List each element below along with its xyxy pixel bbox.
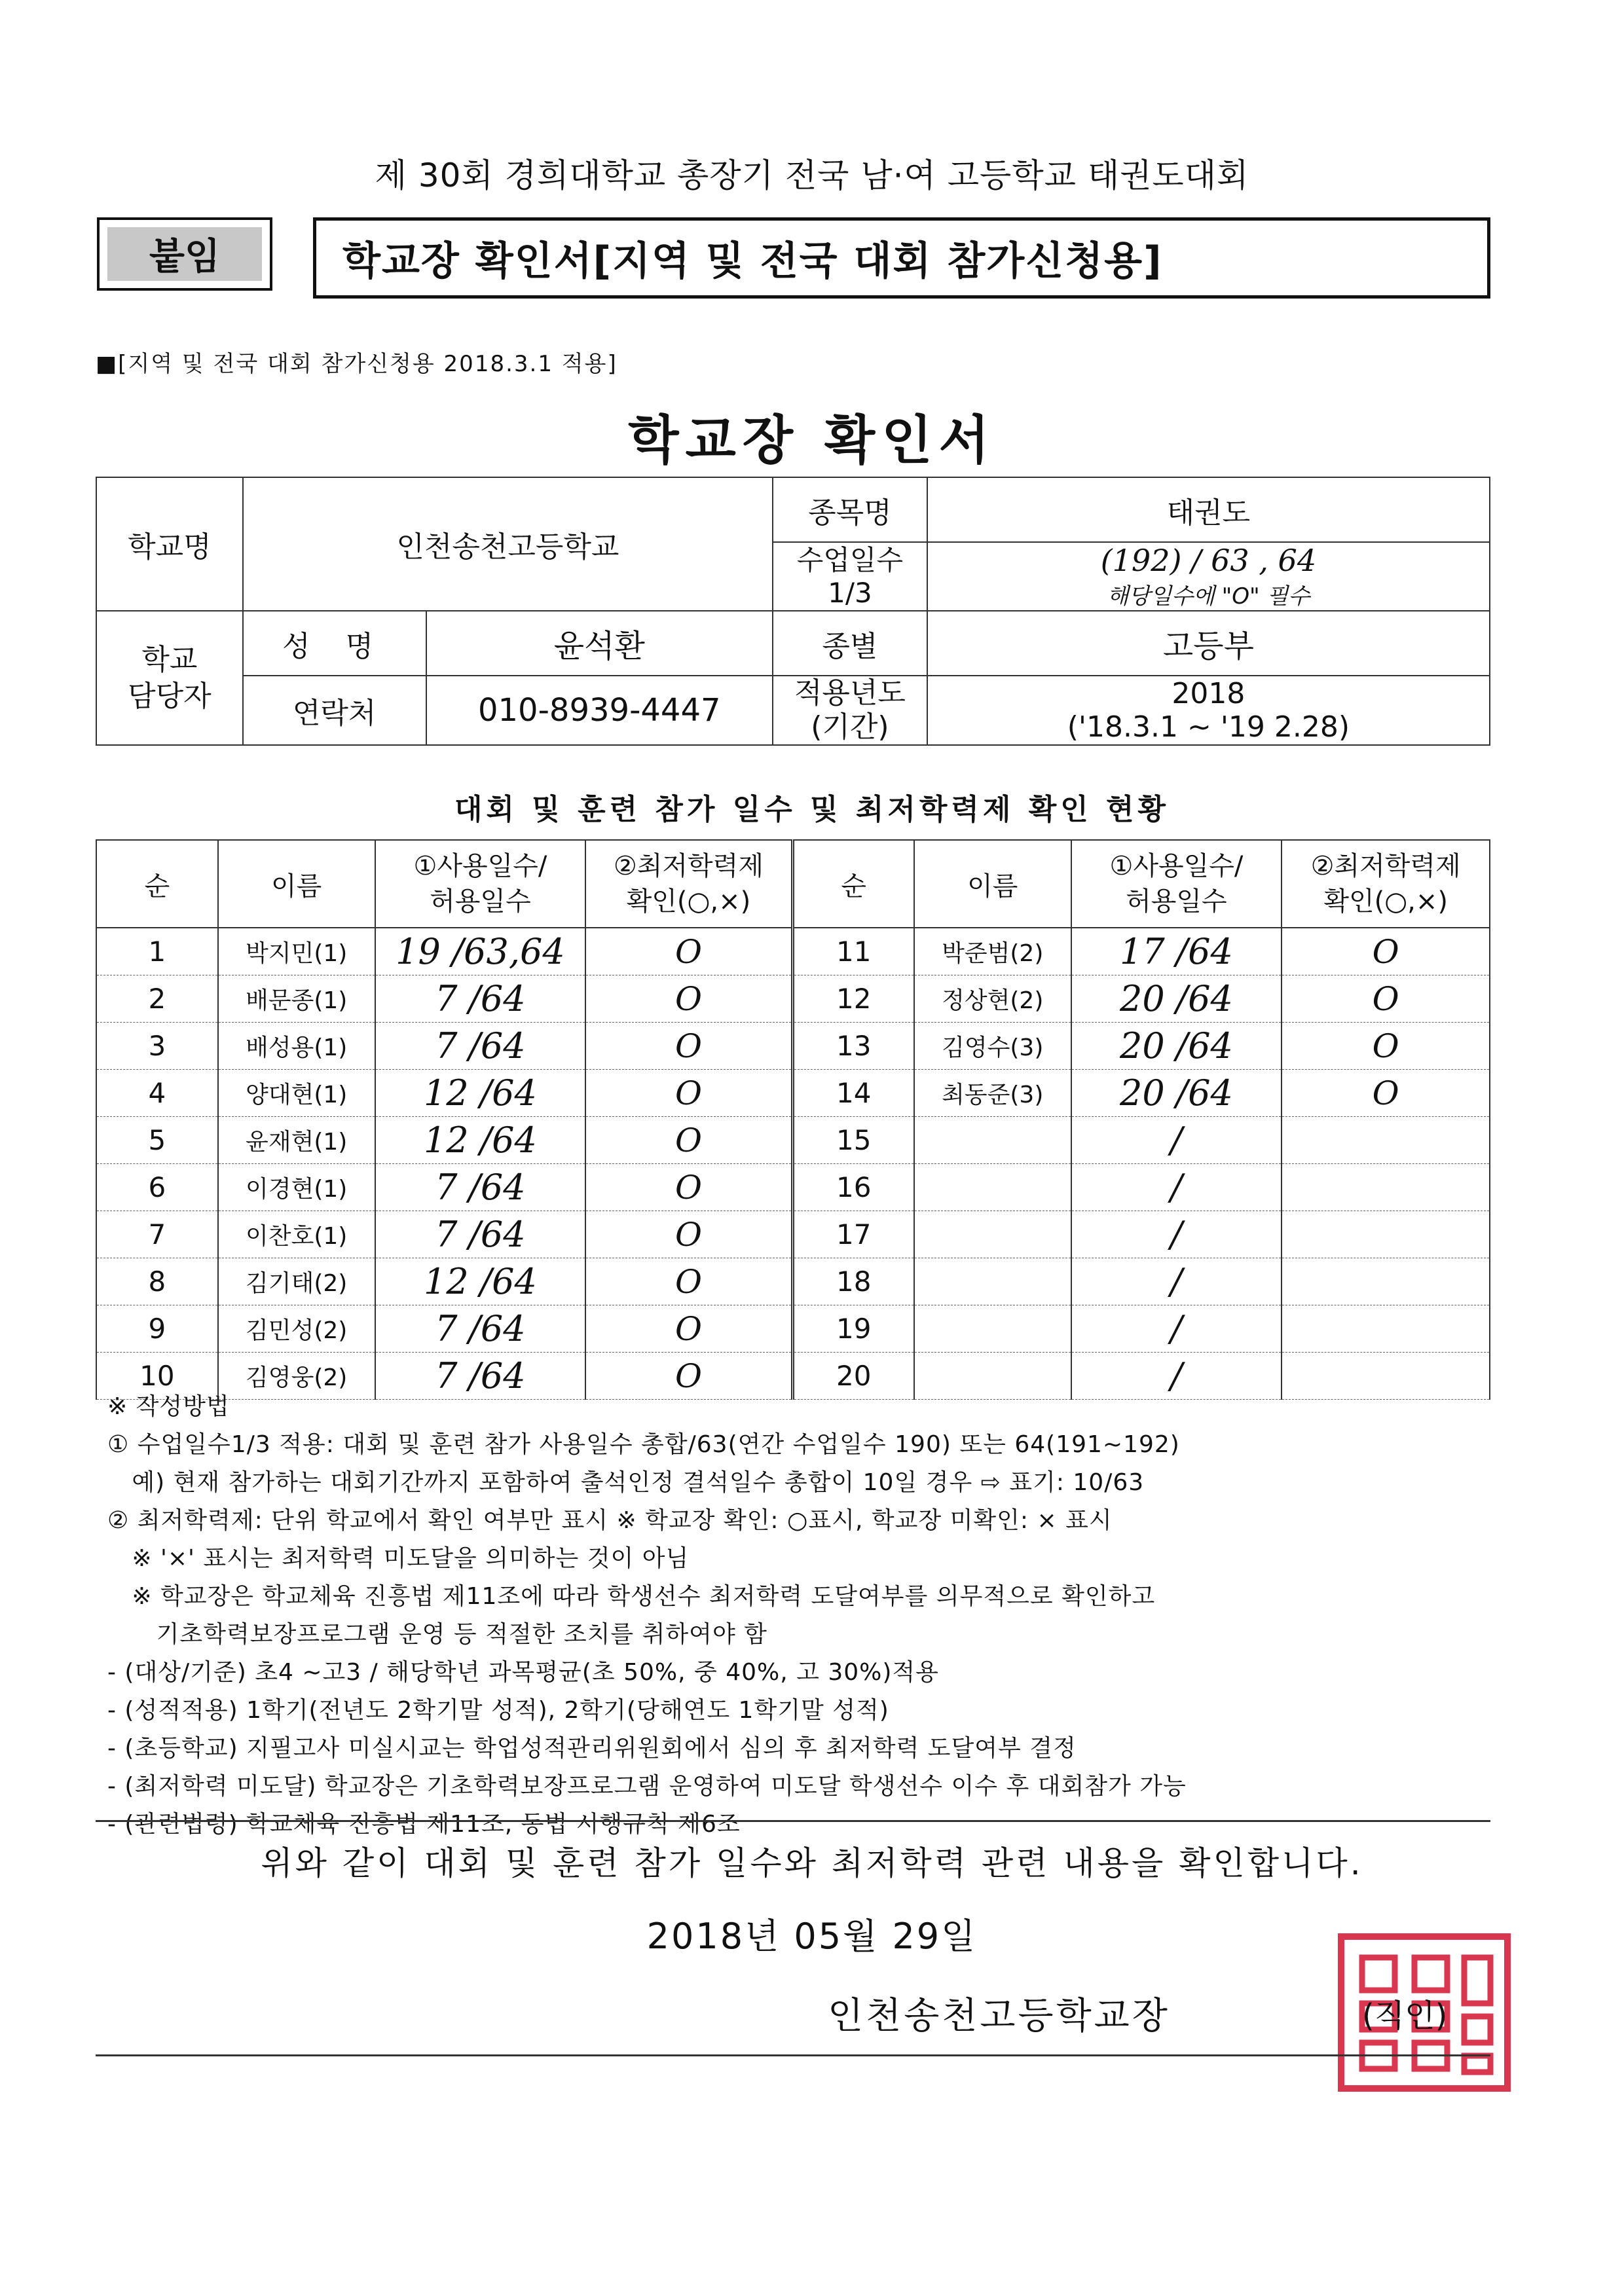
header-check-right: ②최저학력제 확인(○,×) <box>1282 840 1490 928</box>
roster-left-name: 이경현(1) <box>218 1164 375 1211</box>
roster-left-name: 박지민(1) <box>218 928 375 975</box>
roster-right-no: 12 <box>792 975 914 1023</box>
contact-value: 010-8939-4447 <box>426 676 773 745</box>
method-line: ※ 학교장은 학교체육 진흥법 제11조에 따라 학생선수 최저학력 도달여부를 의무적으로 확인하고 <box>107 1583 1156 1610</box>
roster-left-days: 19 /63,64 <box>375 928 586 975</box>
roster-left-no: 1 <box>96 928 218 975</box>
roster-left-check: O <box>585 1070 792 1117</box>
notice: ■[지역 및 전국 대회 참가신청용 2018.3.1 적용] <box>96 351 618 377</box>
roster-right-days: / <box>1071 1258 1282 1305</box>
method-line: ※ '×' 표시는 최저학력 미도달을 의미하는 것이 아님 <box>107 1545 690 1572</box>
roster-left-check: O <box>585 1023 792 1070</box>
method-line: ① 수업일수1/3 적용: 대회 및 훈련 참가 사용일수 총합/63(연간 수업일수 190) 또는 64(191~192) <box>107 1431 1180 1458</box>
form-title: 학교장 확인서[지역 및 전국 대회 참가신청용] <box>313 217 1490 299</box>
year-label: 적용년도 (기간) <box>773 676 927 745</box>
roster-left-days: 7 /64 <box>375 1211 586 1258</box>
roster-right-no: 14 <box>792 1070 914 1117</box>
header-days-left: ①사용일수/ 허용일수 <box>375 840 586 928</box>
roster-left-days: 7 /64 <box>375 1164 586 1211</box>
section-heading: 대회 및 훈련 참가 일수 및 최저학력제 확인 현황 <box>454 793 1170 826</box>
roster-left-name: 윤재현(1) <box>218 1117 375 1164</box>
table-row <box>96 1070 1490 1117</box>
roster-right-name <box>914 1164 1071 1211</box>
roster-left-name: 김영웅(2) <box>218 1353 375 1400</box>
confirm-date: 2018년 05월 29일 <box>646 1916 978 1957</box>
header-name-right: 이름 <box>914 840 1071 928</box>
roster-right-check: O <box>1282 1070 1490 1117</box>
sport-label: 종목명 <box>773 477 927 542</box>
table-row <box>96 1305 1490 1353</box>
table-row <box>96 1258 1490 1305</box>
year-value: 2018 <box>1172 677 1246 710</box>
roster-left-name: 김민성(2) <box>218 1305 375 1353</box>
roster-right-check: O <box>1282 928 1490 975</box>
school-label: 학교명 <box>96 477 243 611</box>
roster-right-name <box>914 1211 1071 1258</box>
roster-right-days: 20 /64 <box>1071 975 1282 1023</box>
roster-body <box>96 928 1490 1400</box>
table-row <box>96 1211 1490 1258</box>
divider-bottom <box>96 2054 1490 2056</box>
event-title: 제 30회 경희대학교 총장기 전국 남·여 고등학교 태권도대회 <box>375 156 1249 194</box>
table-row <box>96 1023 1490 1070</box>
roster-right-days: / <box>1071 1211 1282 1258</box>
method-line: - (성적적용) 1학기(전년도 2학기말 성적), 2학기(당해연도 1학기말 성적) <box>107 1697 889 1724</box>
header-no-right: 순 <box>792 840 914 928</box>
roster-left-name: 배성용(1) <box>218 1023 375 1070</box>
roster-right-no: 19 <box>792 1305 914 1353</box>
header-check-left: ②최저학력제 확인(○,×) <box>585 840 792 928</box>
roster-right-check <box>1282 1258 1490 1305</box>
roster-right-days: 17 /64 <box>1071 928 1282 975</box>
roster-right-name <box>914 1258 1071 1305</box>
method-line: 기초학력보장프로그램 운영 등 적절한 조치를 취하여야 함 <box>107 1621 767 1648</box>
header-no-left: 순 <box>96 840 218 928</box>
roster-left-name: 배문종(1) <box>218 975 375 1023</box>
document-heading: 학교장 확인서 <box>628 410 996 471</box>
roster-left-check: O <box>585 1117 792 1164</box>
name-value: 윤석환 <box>426 611 773 676</box>
school-info-table <box>96 477 1490 746</box>
method-lines <box>107 1426 1502 1844</box>
method-line: - (최저학력 미도달) 학교장은 기초학력보장프로그램 운영하여 미도달 학생선수 이수 후 대회참가 가능 <box>107 1773 1187 1800</box>
roster-left-no: 3 <box>96 1023 218 1070</box>
roster-right-name <box>914 1117 1071 1164</box>
roster-left-days: 12 /64 <box>375 1117 586 1164</box>
roster-left-no: 2 <box>96 975 218 1023</box>
roster-left-days: 7 /64 <box>375 1353 586 1400</box>
principal-name: 인천송천고등학교장 <box>828 1995 1170 2037</box>
roster-left-no: 9 <box>96 1305 218 1353</box>
method-line: ② 최저학력제: 단위 학교에서 확인 여부만 표시 ※ 학교장 확인: ○표시, 학교장 미확인: × 표시 <box>107 1507 1113 1534</box>
roster-left-no: 10 <box>96 1353 218 1400</box>
header-name-left: 이름 <box>218 840 375 928</box>
roster-left-no: 5 <box>96 1117 218 1164</box>
roster-table <box>96 839 1490 1400</box>
roster-left-name: 이찬호(1) <box>218 1211 375 1258</box>
roster-left-name: 양대현(1) <box>218 1070 375 1117</box>
roster-left-no: 4 <box>96 1070 218 1117</box>
roster-right-check: O <box>1282 975 1490 1023</box>
roster-left-days: 12 /64 <box>375 1070 586 1117</box>
roster-right-no: 15 <box>792 1117 914 1164</box>
roster-right-check <box>1282 1211 1490 1258</box>
roster-left-check: O <box>585 1164 792 1211</box>
sport-value: 태권도 <box>927 477 1490 542</box>
attachment-label: 붙임 <box>107 227 262 281</box>
roster-left-check: O <box>585 1258 792 1305</box>
roster-right-no: 16 <box>792 1164 914 1211</box>
class-days-value: (192) / 63 , 64 <box>1100 543 1317 578</box>
roster-left-no: 6 <box>96 1164 218 1211</box>
roster-right-days: 20 /64 <box>1071 1070 1282 1117</box>
class-days-label: 수업일수 1/3 <box>773 542 927 611</box>
roster-right-name: 박준범(2) <box>914 928 1071 975</box>
manager-label: 학교 담당자 <box>96 611 243 745</box>
roster-right-days: / <box>1071 1164 1282 1211</box>
method-line: 예) 현재 참가하는 대회기간까지 포함하여 출석인정 결석일수 총합이 10일 경우 ⇨ 표기: 10/63 <box>107 1469 1145 1496</box>
year-period: ('18.3.1 ~ '19 2.28) <box>1067 710 1350 744</box>
roster-left-days: 7 /64 <box>375 1023 586 1070</box>
roster-right-name: 최동준(3) <box>914 1070 1071 1117</box>
class-days-cell <box>927 542 1490 611</box>
roster-left-days: 12 /64 <box>375 1258 586 1305</box>
table-row <box>96 928 1490 975</box>
table-row <box>96 1117 1490 1164</box>
roster-right-no: 18 <box>792 1258 914 1305</box>
roster-left-check: O <box>585 1353 792 1400</box>
roster-right-check: O <box>1282 1023 1490 1070</box>
roster-left-check: O <box>585 928 792 975</box>
division-value: 고등부 <box>927 611 1490 676</box>
table-row <box>96 1164 1490 1211</box>
roster-left-no: 8 <box>96 1258 218 1305</box>
method-line: - (대상/기준) 초4 ~고3 / 해당학년 과목평균(초 50%, 중 40%, 고 30%)적용 <box>107 1659 939 1686</box>
roster-right-days: / <box>1071 1117 1282 1164</box>
roster-right-days: / <box>1071 1305 1282 1353</box>
roster-right-check <box>1282 1305 1490 1353</box>
roster-right-days: 20 /64 <box>1071 1023 1282 1070</box>
roster-left-no: 7 <box>96 1211 218 1258</box>
name-label: 성 명 <box>243 611 426 676</box>
roster-right-no: 11 <box>792 928 914 975</box>
seal-label: (직인) <box>1362 1997 1448 2034</box>
method-title: ※ 작성방법 <box>107 1393 230 1420</box>
method-line: - (초등학교) 지필고사 미실시교는 학업성적관리위원회에서 심의 후 최저학력 도달여부 결정 <box>107 1735 1077 1762</box>
roster-left-check: O <box>585 975 792 1023</box>
roster-right-no: 13 <box>792 1023 914 1070</box>
confirm-statement: 위와 같이 대회 및 훈련 참가 일수와 최저학력 관련 내용을 확인합니다. <box>261 1844 1363 1882</box>
writing-method <box>107 1388 1502 1844</box>
class-days-note: 해당일수에 "O" 필수 <box>1107 583 1310 610</box>
school-name: 인천송천고등학교 <box>243 477 773 611</box>
roster-right-no: 20 <box>792 1353 914 1400</box>
table-row <box>96 975 1490 1023</box>
roster-left-check: O <box>585 1305 792 1353</box>
roster-right-days: / <box>1071 1353 1282 1400</box>
year-cell <box>927 676 1490 745</box>
division-label: 종별 <box>773 611 927 676</box>
roster-right-name: 정상현(2) <box>914 975 1071 1023</box>
roster-left-days: 7 /64 <box>375 1305 586 1353</box>
divider-top <box>96 1820 1490 1822</box>
roster-right-name: 김영수(3) <box>914 1023 1071 1070</box>
attachment-box <box>97 217 272 291</box>
roster-left-check: O <box>585 1211 792 1258</box>
roster-left-name: 김기태(2) <box>218 1258 375 1305</box>
roster-left-days: 7 /64 <box>375 975 586 1023</box>
roster-right-check <box>1282 1164 1490 1211</box>
roster-right-no: 17 <box>792 1211 914 1258</box>
contact-label: 연락처 <box>243 676 426 745</box>
method-line: - (관련법령) 학교체육 진흥법 제11조, 동법 시행규칙 제6조 <box>107 1811 741 1838</box>
header-days-right: ①사용일수/ 허용일수 <box>1071 840 1282 928</box>
roster-right-check <box>1282 1117 1490 1164</box>
roster-right-name <box>914 1305 1071 1353</box>
